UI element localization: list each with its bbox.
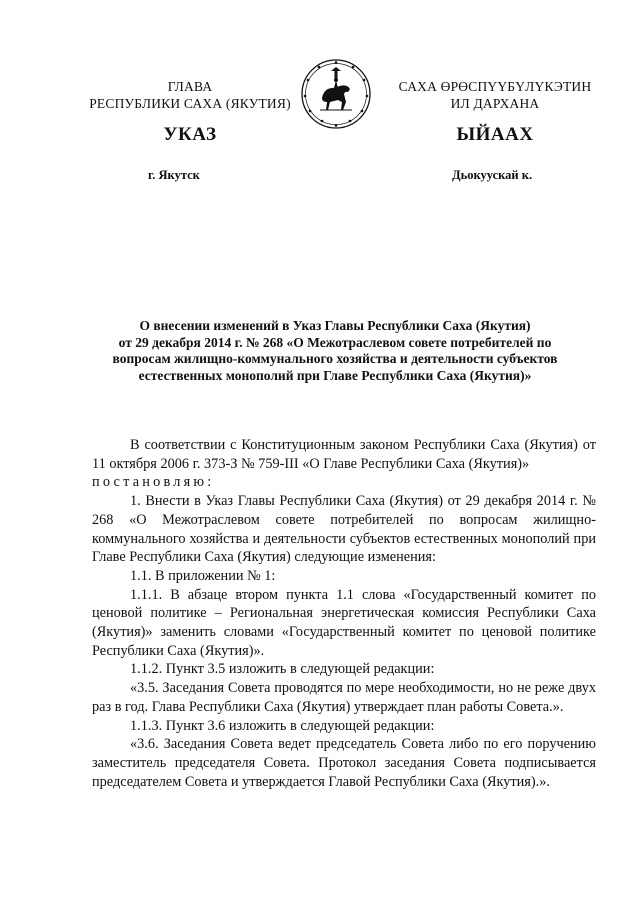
preamble: В соответствии с Конституционным законом Республики Саха (Якутия) от 11 октября 2006 г. 373-З № 759-III «О Главе Республики Саха (Якутия)» (92, 437, 596, 472)
paragraph-1-1-1: 1.1.1. В абзаце втором пункта 1.1 слова «Государственный комитет по ценовой политике – Региональная энергетическая комиссия Республики Саха (Якутия)» заменить словами «Государственный комитет по ценовой политике Республики Саха (Якутия)». (92, 586, 596, 659)
decree-label-ru: УКАЗ (163, 124, 217, 145)
decree-label-sah: ЫЙААХ (456, 124, 534, 145)
sakha-coat-of-arms-icon (300, 58, 372, 130)
paragraph-1: 1. Внести в Указ Главы Республики Саха (Якутия) от 29 декабря 2014 г. № 268 «О Межотраслевом совете потребителей по вопросам жилищно-коммунального хозяйства и деятельности субъектов естественных монополий при Главе Республики Саха (Якутия) следующие изменения: (92, 493, 596, 566)
issuer-title-sah: ИЛ ДАРХАНА (450, 96, 540, 111)
city-ru: г. Якутск (148, 168, 200, 182)
quote-3-6: «3.6. Заседания Совета ведет председатель Совета либо по его поручению заместитель председателя Совета. Протокол заседания Совета подписывается председателем Совета и утверждается Главой Республики Саха (Якутия).». (92, 736, 596, 790)
issuer-republic-sah: САХА ӨРӨСПҮҮБҮЛҮКЭТИН (398, 79, 592, 94)
city-sah: Дьокуускай к. (452, 168, 533, 182)
title-line: от 29 декабря 2014 г. № 268 «О Межотраслевом совете потребителей по (118, 334, 552, 350)
paragraph-1-1-2: 1.1.2. Пункт 3.5 изложить в следующей редакции: (130, 661, 435, 678)
paragraph-1-1: 1.1. В приложении № 1: (130, 567, 276, 584)
issuer-block-sakha (380, 78, 610, 112)
issuer-republic-ru: РЕСПУБЛИКИ САХА (ЯКУТИЯ) (89, 96, 291, 111)
title-line: вопросам жилищно-коммунального хозяйства и деятельности субъектов (112, 351, 558, 367)
decree-body (92, 436, 596, 791)
decree-title (95, 318, 575, 384)
title-line: О внесении изменений в Указ Главы Республики Саха (Якутия) (139, 318, 531, 333)
quote-3-5: «3.5. Заседания Совета проводятся по мере необходимости, но не реже двух раз в год. Глава Республики Саха (Якутия) утверждает план работы Совета.». (92, 680, 596, 715)
title-line: естественных монополий при Главе Республики Саха (Якутия)» (138, 367, 532, 383)
issuer-title-ru: ГЛАВА (167, 79, 213, 94)
decree-word: постановляю: (92, 474, 215, 491)
paragraph-1-1-3: 1.1.3. Пункт 3.6 изложить в следующей редакции: (130, 717, 435, 734)
issuer-block-russian (80, 78, 300, 112)
